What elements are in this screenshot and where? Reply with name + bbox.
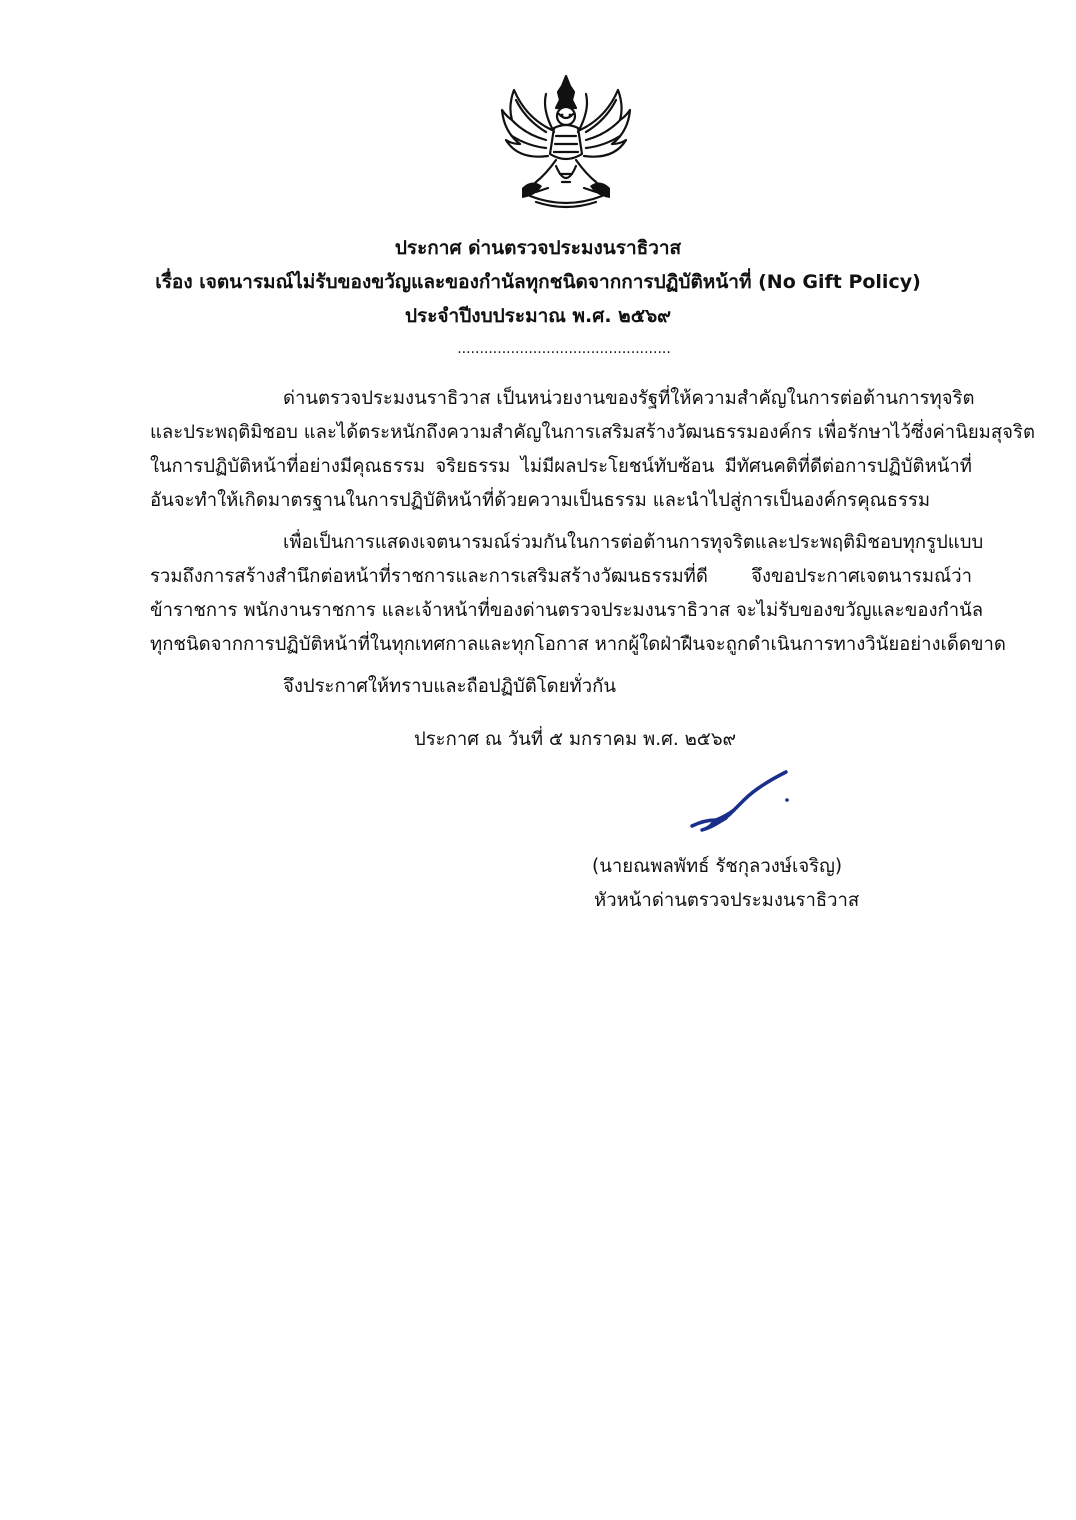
- garuda-emblem-icon: [496, 70, 636, 212]
- announcement-subject: เรื่อง เจตนารมณ์ไม่รับของขวัญและของกำนัลทุกชนิดจากการปฏิบัติหน้าที่ (No Gift Policy): [155, 271, 921, 293]
- paragraph-1-line-2: และประพฤติมิชอบ และได้ตระหนักถึงความสำคัญในการเสริมสร้างวัฒนธรรมองค์กร เพื่อรักษาไว้ซึ่งค่านิยมสุจริต: [150, 422, 1035, 443]
- paragraph-2-line-1: เพื่อเป็นการแสดงเจตนารมณ์ร่วมกันในการต่อต้านการทุจริตและประพฤติมิชอบทุกรูปแบบ: [283, 532, 984, 553]
- signer-name: (นายณพลพัทธ์ รัชกุลวงษ์เจริญ): [592, 856, 843, 877]
- announcement-fiscal-year: ประจำปีงบประมาณ พ.ศ. ๒๕๖๙: [404, 305, 672, 327]
- paragraph-1-line-1: ด่านตรวจประมงนราธิวาส เป็นหน่วยงานของรัฐที่ให้ความสำคัญในการต่อต้านการทุจริต: [283, 388, 975, 409]
- announcement-title: ประกาศ ด่านตรวจประมงนราธิวาส: [394, 237, 682, 259]
- dotted-separator: ................................................: [457, 341, 671, 357]
- paragraph-1-line-4: อันจะทำให้เกิดมาตรฐานในการปฏิบัติหน้าที่ด้วยความเป็นธรรม และนำไปสู่การเป็นองค์กรคุณธรรม: [150, 490, 931, 511]
- paragraph-2-line-2: รวมถึงการสร้างสำนึกต่อหน้าที่ราชการและการเสริมสร้างวัฒนธรรมที่ดี จึงขอประกาศเจตนารมณ์ว่า: [150, 566, 972, 587]
- paragraph-2-line-4: ทุกชนิดจากการปฏิบัติหน้าที่ในทุกเทศกาลและทุกโอกาส หากผู้ใดฝ่าฝืนจะถูกดำเนินการทางวินัยอย่างเด็ดขาด: [150, 634, 1006, 655]
- announcement-date: ประกาศ ณ วันที่ ๕ มกราคม พ.ศ. ๒๕๖๙: [414, 729, 737, 750]
- paragraph-2-line-3: ข้าราชการ พนักงานราชการ และเจ้าหน้าที่ของด่านตรวจประมงนราธิวาส จะไม่รับของขวัญและของกำนัล: [150, 600, 984, 621]
- handwritten-signature: [686, 770, 806, 840]
- paragraph-1-line-3: ในการปฏิบัติหน้าที่อย่างมีคุณธรรม จริยธรรม ไม่มีผลประโยชน์ทับซ้อน มีทัศนคติที่ดีต่อการปฏิบัติหน้าที่: [150, 456, 972, 477]
- signer-title: หัวหน้าด่านตรวจประมงนราธิวาส: [594, 890, 860, 911]
- closing-statement: จึงประกาศให้ทราบและถือปฏิบัติโดยทั่วกัน: [283, 676, 616, 697]
